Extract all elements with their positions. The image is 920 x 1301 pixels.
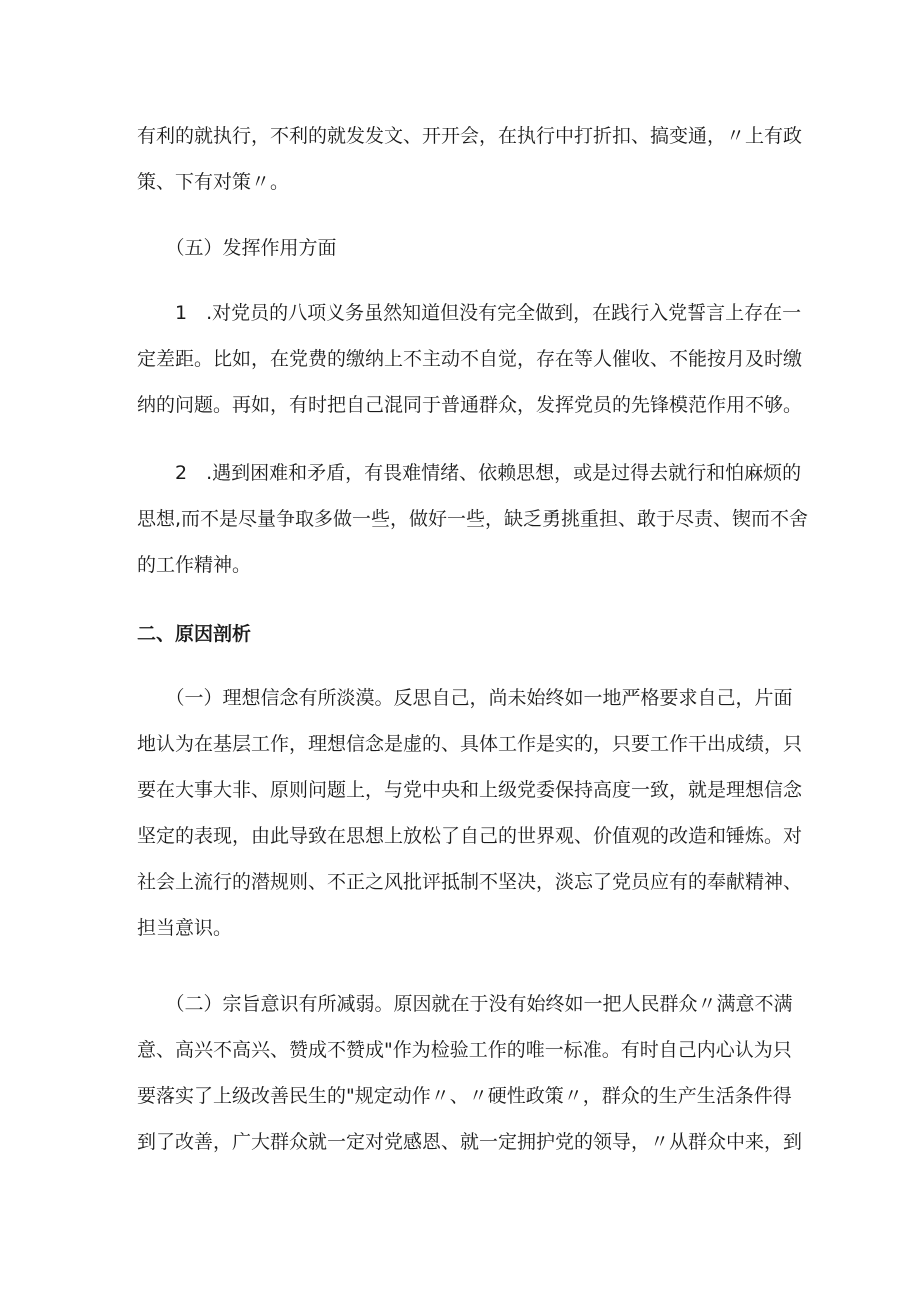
text-line: 到了改善，广大群众就一定对党感恩、就一定拥护党的领导，〃从群众中来，到 — [137, 1131, 803, 1153]
text-line: 意、高兴不高兴、赞成不赞成"作为检验工作的唯一标准。有时自己内心认为只 — [137, 1039, 792, 1061]
text-line: 策、下有对策〃。 — [137, 171, 290, 193]
text-line: 要落实了上级改善民生的"规定动作〃、〃硬性政策〃，群众的生产生活条件得 — [137, 1085, 792, 1107]
text-line: 坚定的表现，由此导致在思想上放松了自己的世界观、价值观的改造和锤炼。对 — [137, 825, 803, 847]
text-line: 1 .对党员的八项义务虽然知道但没有完全做到，在践行入党誓言上存在一 — [137, 302, 802, 324]
text-line: 2 .遇到困难和矛盾，有畏难情绪、依赖思想，或是过得去就行和怕麻烦的 — [137, 462, 802, 484]
text-line: 社会上流行的潜规则、不正之风批评抵制不坚决，淡忘了党员应有的奉献精神、 — [137, 871, 803, 893]
text-line: 有利的就执行，不利的就发发文、开开会，在执行中打折扣、搞变通，〃上有政 — [137, 125, 803, 147]
paragraph-item-2 — [137, 450, 809, 588]
text-line: 担当意识。 — [137, 917, 233, 939]
text-line: 的工作精神。 — [137, 554, 252, 576]
paragraph-ideals-beliefs — [137, 675, 803, 951]
text-line: （二）宗旨意识有所减弱。原因就在于没有始终如一把人民群众〃满意不满 — [137, 993, 793, 1015]
text-line: 纳的问题。再如，有时把自己混同于普通群众，发挥党员的先锋模范作用不够。 — [137, 394, 803, 416]
paragraph-policy-execution — [137, 113, 803, 205]
section-heading-role — [137, 225, 787, 271]
paragraph-item-1 — [137, 290, 803, 428]
text-line: （五）发挥作用方面 — [137, 237, 337, 259]
text-line: 地认为在基层工作，理想信念是虚的、具体工作是实的，只要工作干出成绩，只 — [137, 733, 803, 755]
text-line: （一）理想信念有所淡漠。反思自己，尚未始终如一地严格要求自己，片面 — [137, 687, 793, 709]
text-line: 定差距。比如，在党费的缴纳上不主动不自觉，存在等人催收、不能按月及时缴 — [137, 348, 803, 370]
section-heading-cause-analysis — [137, 611, 787, 657]
text-line: 要在大事大非、原则问题上，与党中央和上级党委保持高度一致，就是理想信念 — [137, 779, 803, 801]
paragraph-purpose-awareness — [137, 981, 803, 1165]
text-line: 二、原因剖析 — [137, 623, 252, 645]
text-line: 思想,而不是尽量争取多做一些，做好一些，缺乏勇挑重担、敢于尽责、锲而不舍 — [137, 508, 809, 530]
